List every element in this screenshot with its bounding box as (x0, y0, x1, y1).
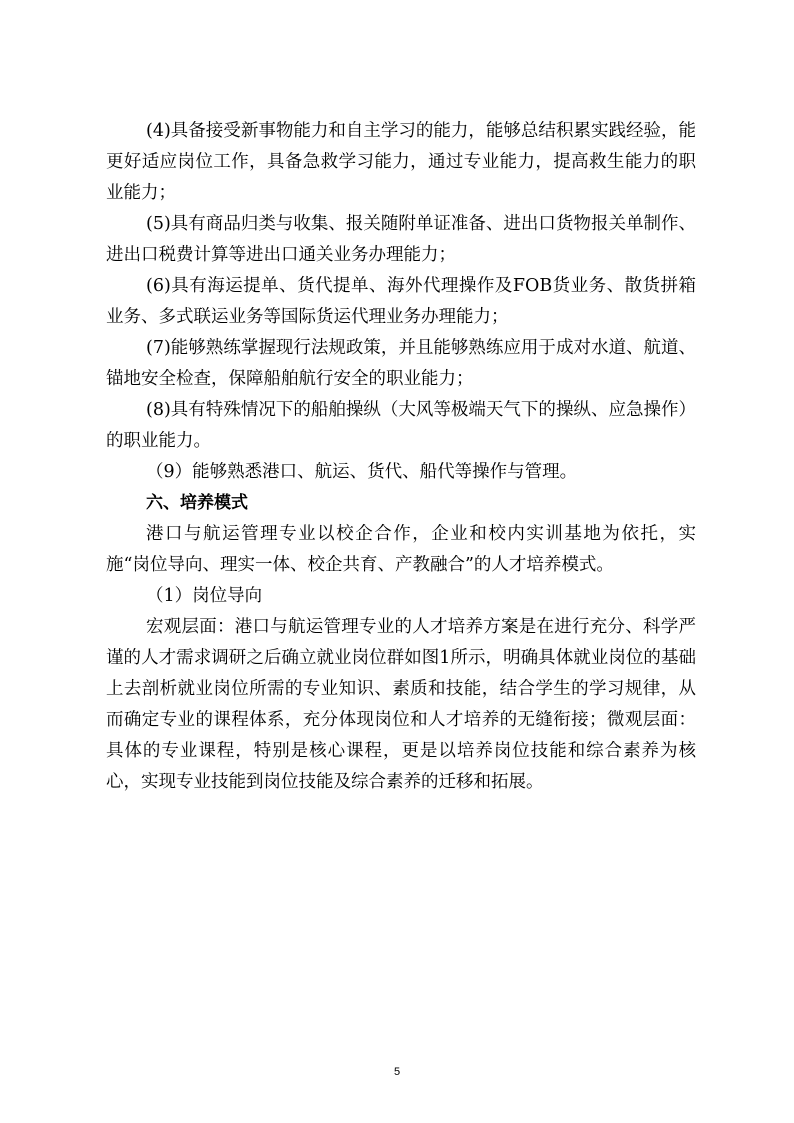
page-content (106, 116, 696, 798)
ability-item-6: (6)具有海运提单、货代提单、海外代理操作及FOB货业务、散货拼箱业务、多式联运业务等国际货运代理业务办理能力； (106, 276, 696, 327)
ability-item-5: (5)具有商品归类与收集、报关随附单证准备、进出口货物报关单制作、进出口税费计算等进出口通关业务办理能力； (106, 214, 696, 265)
subheading-job-oriented: （1）岗位导向 (146, 586, 263, 606)
ability-item-7: (7)能够熟练掌握现行法规政策，并且能够熟练应用于成对水道、航道、锚地安全检查，保障船舶航行安全的职业能力； (106, 338, 696, 389)
ability-item-8: (8)具有特殊情况下的船舶操纵（大风等极端天气下的操纵、应急操作）的职业能力。 (106, 400, 696, 451)
training-mode-intro: 港口与航运管理专业以校企合作，企业和校内实训基地为依托，实施“岗位导向、理实一体、校企共育、产教融合”的人才培养模式。 (106, 524, 696, 575)
ability-item-9: （9）能够熟悉港口、航运、货代、船代等操作与管理。 (146, 462, 578, 482)
ability-item-4: (4)具备接受新事物能力和自主学习的能力，能够总结积累实践经验，能更好适应岗位工作，具备急救学习能力，通过专业能力，提高救生能力的职业能力； (106, 121, 696, 203)
section-heading: 六、培养模式 (146, 493, 248, 513)
job-oriented-paragraph: 宏观层面：港口与航运管理专业的人才培养方案是在进行充分、科学严谨的人才需求调研之后确立就业岗位群如图1所示，明确具体就业岗位的基础上去剖析就业岗位所需的专业知识、素质和技能，结合学生的学习规律，从而确定专业的课程体系，充分体现岗位和人才培养的无缝衔接；微观层面：具体的专业课程，特别是核心课程，更是以培养岗位技能和综合素养为核心，实现专业技能到岗位技能及综合素养的迁移和拓展。 (106, 617, 696, 792)
page-number: 5 (393, 1066, 401, 1078)
